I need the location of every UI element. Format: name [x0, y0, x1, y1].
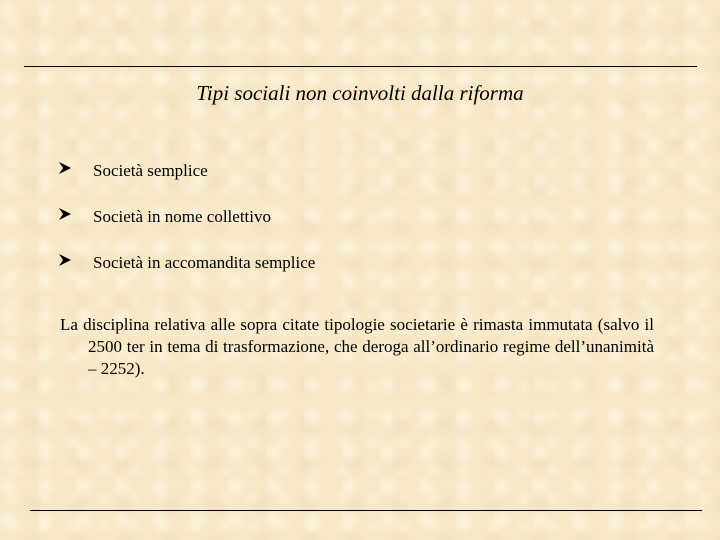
top-divider — [24, 66, 697, 67]
bullet-text: Società in accomandita semplice — [93, 253, 316, 272]
arrowhead-bullet-icon — [58, 161, 72, 175]
body-paragraph: La disciplina relativa alle sopra citate tipologie societarie è rimasta immutata (salvo il 2500 ter in tema di trasformazione, che deroga all’ordinario regime dell’unanimità – 2252). — [60, 315, 654, 378]
slide-title: Tipi sociali non coinvolti dalla riforma — [196, 81, 524, 105]
bottom-divider — [30, 510, 702, 511]
arrowhead-bullet-icon — [58, 253, 72, 267]
bullet-text: Società in nome collettivo — [93, 207, 271, 226]
bullet-text: Società semplice — [93, 161, 208, 180]
arrowhead-bullet-icon — [58, 207, 72, 221]
